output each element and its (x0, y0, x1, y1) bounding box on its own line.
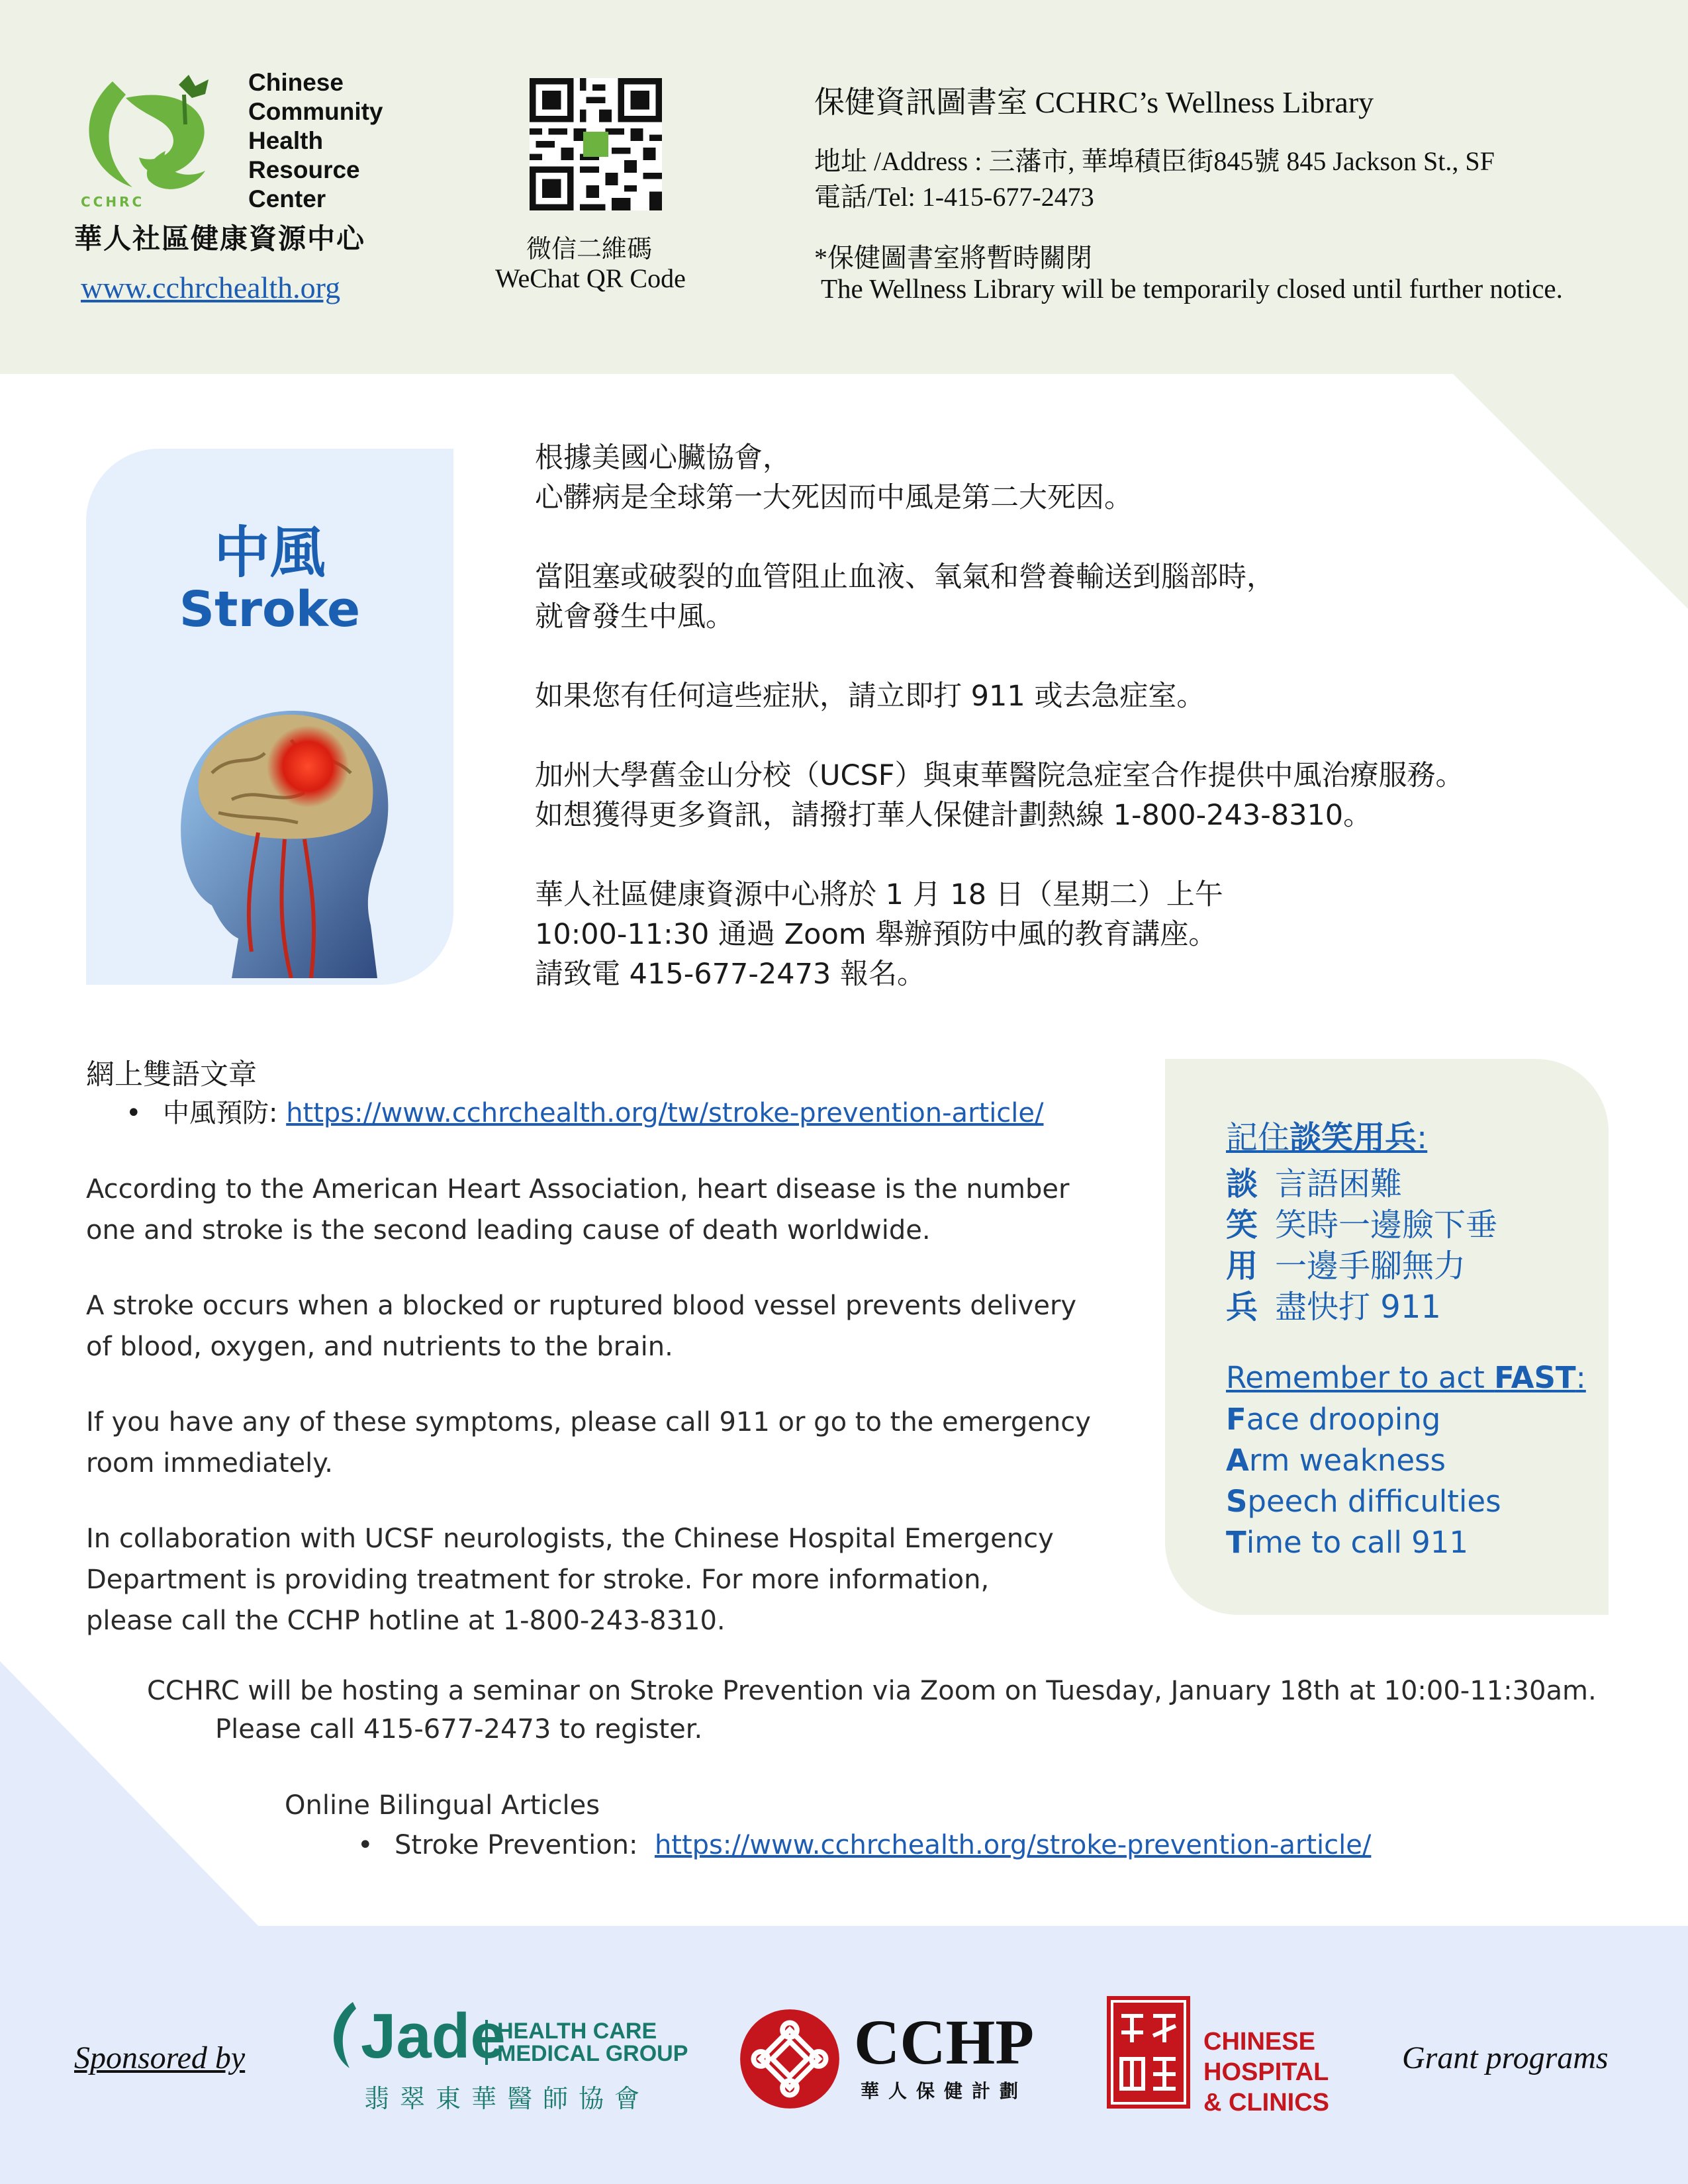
zh-line: 根據美國心臟協會， (535, 441, 791, 475)
fast-key: F (1226, 1402, 1246, 1437)
bullet-icon: • (126, 1098, 142, 1128)
en-paragraph (86, 1402, 1119, 1484)
fast-title-zh (1226, 1112, 1427, 1158)
fast-title-en-c: : (1575, 1360, 1586, 1395)
en-line: In collaboration with UCSF neurologists, the Chinese Hospital Emergency (86, 1524, 1054, 1554)
library-phone: 電話/Tel: 1-415-677-2473 (814, 182, 1094, 212)
en-line: Department is providing treatment for stroke. For more information, (86, 1565, 990, 1595)
hospital-name-line: HOSPITAL (1203, 2058, 1329, 2086)
article-label: Stroke Prevention: (395, 1830, 638, 1860)
org-name-line: Resource (248, 156, 360, 183)
zh-line: 10:00-11:30 通過 Zoom 舉辦預防中風的教育講座。 (535, 918, 1217, 951)
en-line: If you have any of these symptoms, please call 911 or go to the emergency (86, 1407, 1091, 1437)
grant-programs-label: Grant programs (1402, 2040, 1609, 2075)
fast-text: 盡快打 911 (1275, 1289, 1441, 1326)
seminar-register-text: Please call 415-677-2473 to register. (215, 1714, 703, 1745)
card-title-en: Stroke (179, 581, 361, 638)
article-link-zh[interactable]: https://www.cchrchealth.org/tw/stroke-prevention-article/ (286, 1098, 1044, 1128)
en-line: room immediately. (86, 1448, 333, 1479)
fast-title-en-a: Remember to act (1226, 1360, 1495, 1395)
zh-line: 當阻塞或破裂的血管阻止血液、氧氣和營養輸送到腦部時， (535, 561, 1275, 594)
fast-key: T (1226, 1525, 1246, 1560)
en-paragraph (86, 1169, 1119, 1251)
zh-line: 就會發生中風。 (535, 600, 734, 633)
fast-item-zh (1226, 1158, 1402, 1204)
fast-item-zh (1226, 1240, 1466, 1286)
bullet-icon: • (357, 1830, 373, 1860)
en-paragraph (86, 1285, 1119, 1367)
chinese-body-text (535, 438, 1594, 1034)
fast-text: rm weakness (1248, 1443, 1446, 1478)
jade-logo-word: Jade (361, 2001, 506, 2071)
fast-title-zh-b: 談笑用兵 (1289, 1119, 1417, 1156)
fast-key: 笑 (1226, 1206, 1258, 1244)
online-article-item-zh (126, 1092, 1044, 1130)
zh-line: 如果您有任何這些症狀，請立即打 911 或去急症室。 (535, 680, 1205, 713)
website-link[interactable]: www.cchrchealth.org (81, 271, 341, 304)
zh-line: 如想獲得更多資訊，請撥打華人保健計劃熱線 1-800-243-8310。 (535, 799, 1372, 832)
article-link-en[interactable]: https://www.cchrchealth.org/stroke-prevention-article/ (654, 1830, 1372, 1860)
chinese-hospital-seal-icon (1107, 1996, 1190, 2109)
library-notice-zh: *保健圖書室將暫時關閉 (814, 243, 1092, 273)
fast-title-zh-c: : (1417, 1119, 1428, 1156)
en-paragraph (86, 1518, 1119, 1641)
fast-reminder-card (1165, 1059, 1609, 1615)
hospital-name-line: CHINESE (1203, 2028, 1315, 2056)
qr-code-icon (530, 78, 662, 210)
fast-item-en (1226, 1443, 1446, 1478)
fast-key: 用 (1226, 1248, 1258, 1285)
fast-text: peech difficulties (1247, 1484, 1501, 1519)
fast-key: A (1226, 1443, 1249, 1478)
fast-key: 兵 (1226, 1289, 1258, 1326)
cchp-knot-icon (738, 2007, 841, 2111)
sponsored-by-label: Sponsored by (74, 2040, 246, 2075)
card-title-zh: 中風 (214, 520, 326, 585)
fast-item-en (1226, 1525, 1468, 1560)
hospital-name-line: & CLINICS (1203, 2089, 1329, 2116)
english-body-text (86, 1169, 1119, 1676)
fast-text: 言語困難 (1275, 1165, 1403, 1203)
online-articles-title-en: Online Bilingual Articles (285, 1790, 600, 1821)
fast-item-en (1226, 1402, 1440, 1437)
zh-paragraph (535, 557, 1594, 637)
fast-item-zh (1226, 1199, 1497, 1245)
article-label: 中風預防: (163, 1098, 278, 1128)
brain-stroke-illustration (152, 687, 417, 978)
en-line: one and stroke is the second leading cause of death worldwide. (86, 1215, 931, 1246)
fast-text: 笑時一邊臉下垂 (1275, 1206, 1498, 1244)
jade-logo-subtitle (485, 2020, 688, 2065)
fast-item-zh (1226, 1281, 1441, 1327)
jade-subtitle-line: HEALTH CARE (497, 2019, 657, 2044)
zh-line: 請致電 415-677-2473 報名。 (535, 958, 925, 991)
org-name-zh: 華人社區健康資源中心 (74, 222, 366, 255)
en-line: of blood, oxygen, and nutrients to the brain. (86, 1332, 673, 1362)
wechat-label-en: WeChat QR Code (495, 263, 686, 293)
zh-line: 加州大學舊金山分校（UCSF）與東華醫院急症室合作提供中風治療服務。 (535, 759, 1464, 792)
fast-text: ace drooping (1246, 1402, 1441, 1437)
jade-logo-zh: 翡翠東華醫師協會 (364, 2084, 651, 2113)
en-line: According to the American Heart Association, heart disease is the number (86, 1174, 1070, 1205)
fast-key: 談 (1226, 1165, 1258, 1203)
fast-text: ime to call 911 (1246, 1525, 1469, 1560)
library-notice-en: The Wellness Library will be temporarily closed until further notice. (821, 273, 1563, 304)
cchrc-logo-icon (86, 71, 238, 204)
fast-title-zh-a: 記住 (1226, 1119, 1290, 1156)
jade-subtitle-line: MEDICAL GROUP (497, 2041, 688, 2066)
fast-text: 一邊手腳無力 (1275, 1248, 1466, 1285)
zh-line: 華人社區健康資源中心將於 1 月 18 日（星期二）上午 (535, 878, 1223, 911)
org-name-line: Center (248, 185, 326, 212)
stroke-title-card (86, 449, 453, 985)
fast-key: S (1226, 1484, 1248, 1519)
fast-title-en-b: FAST (1494, 1360, 1576, 1395)
online-articles-title-zh: 網上雙語文章 (86, 1058, 257, 1091)
org-name (248, 68, 383, 214)
library-address: 地址 /Address : 三藩市, 華埠積臣街845號 845 Jackson St., SF (814, 146, 1495, 176)
cchp-logo-word: CCHP (854, 2007, 1034, 2077)
org-logo-caption: CCHRC (81, 194, 145, 210)
zh-paragraph (535, 756, 1594, 835)
seminar-text: CCHRC will be hosting a seminar on Stroke Prevention via Zoom on Tuesday, January 18th at 10:00-11:30am. (147, 1676, 1597, 1706)
wechat-label-zh: 微信二維碼 (526, 234, 653, 263)
org-name-line: Community (248, 98, 383, 125)
fast-item-en (1226, 1484, 1501, 1519)
cchp-logo-zh: 華人保健計劃 (861, 2080, 1028, 2102)
fast-title-en (1226, 1360, 1586, 1395)
library-title: 保健資訊圖書室 CCHRC’s Wellness Library (814, 85, 1374, 119)
zh-paragraph (535, 875, 1594, 994)
zh-line: 心髒病是全球第一大死因而中風是第二大死因。 (535, 481, 1133, 514)
jade-leaf-icon (323, 1999, 363, 2071)
zh-paragraph (535, 676, 1594, 716)
org-name-line: Health (248, 127, 324, 154)
zh-paragraph (535, 438, 1594, 518)
online-article-item-en (357, 1830, 1371, 1860)
en-line: please call the CCHP hotline at 1-800-243-8310. (86, 1606, 726, 1636)
en-line: A stroke occurs when a blocked or ruptured blood vessel prevents delivery (86, 1291, 1077, 1321)
chinese-hospital-name (1203, 2026, 1329, 2118)
org-name-line: Chinese (248, 69, 344, 96)
